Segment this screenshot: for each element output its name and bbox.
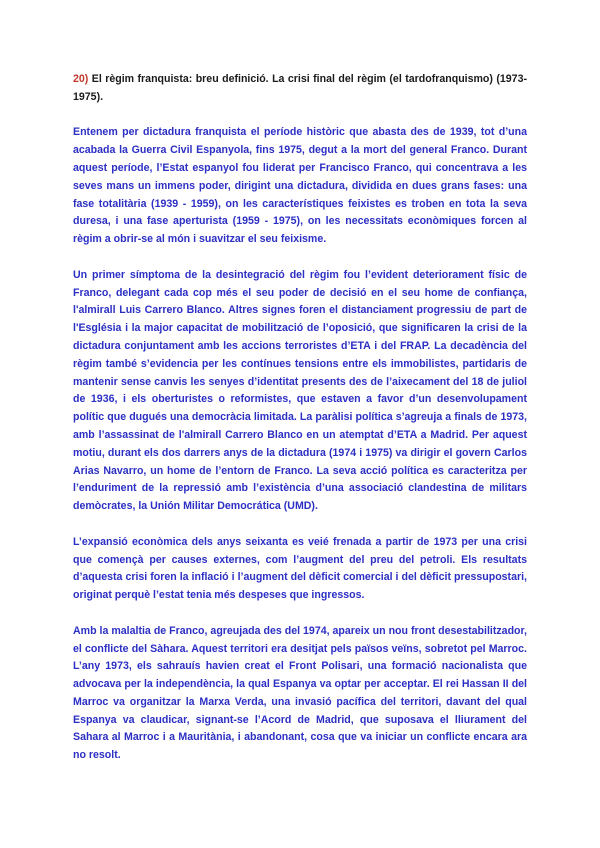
paragraph-economic-crisis: L’expansió econòmica dels anys seixanta es veié frenada a partir de 1973 per una crisi que començà per causes externes, com l’augment del preu del petroli. Els resultats d’aquesta crisi foren la inflació i l’augment del dèficit comercial i del dèficit pressupostari, originat perquè l’estat tenia més despeses que ingressos. <box>73 535 527 602</box>
paragraph-regime-crisis: Un primer símptoma de la desintegració del règim fou l’evident deteriorament físic de Franco, delegant cada cop més el seu poder de decisió en el seu home de confiança, l'almirall Luis Carrero Blanco. Altres signes foren el distanciament progressiu de part de l'Església i la major capacitat de mobilització de l’oposició, que significaren la crisi de la dictadura conjuntament amb les accions terroristes d’ETA i del FRAP. La decadència del règim també s’evidencia per les contínues tensions entre els immobilistes, partidaris de mantenir sense canvis les senyes d’identitat presents des de l’aixecament del 18 de juliol de 1936, i els oberturistes o reformistes, que estaven a favor d’un desenvolupament polític que dugués una democràcia limitada. La paràlisi política s’agreuja a finals de 1973, amb l’assassinat de l'almirall Carrero Blanco en un atemptat d’ETA a Madrid. Per aquest motiu, durant els dos darrers anys de la dictadura (1974 i 1975) va dirigir el govern Carlos Arias Navarro, un home de l’entorn de Franco. La seva acció política es caracteritza per l’enduriment de la repressió amb l’existència d’una associació clandestina de militars demòcrates, la Unión Militar Democrática (UMD). <box>73 268 527 513</box>
section-number: 20) <box>73 73 89 85</box>
paragraph-sahara-conflict: Amb la malaltia de Franco, agreujada des del 1974, apareix un nou front desestabilitzador, el conflicte del Sàhara. Aquest territori era desitjat pels països veïns, sobretot pel Marroc. L’any 1973, els sahrauís havien creat el Front Polisari, una formació nacionalista que advocava per la independència, la qual Espanya va optar per acceptar. El rei Hassan II del Marroc va organitzar la Marxa Verda, una invasió pacífica del territori, davant del qual Espanya va claudicar, signant-se l’Acord de Madrid, que suposava el lliurament del Sahara al Marroc i a Mauritània, i abandonant, cosa que va iniciar un conflicte encara ara no resolt. <box>73 624 527 762</box>
section-heading <box>73 71 527 107</box>
document-content <box>73 71 527 783</box>
section-title: El règim franquista: breu definició. La crisi final del règim (el tardofranquismo) (1973-1975). <box>73 73 527 103</box>
paragraph-definition: Entenem per dictadura franquista el període històric que abasta des de 1939, tot d’una acabada la Guerra Civil Espanyola, fins 1975, degut a la mort del general Franco. Durant aquest període, l’Estat espanyol fou liderat per Francisco Franco, qui concentrava a les seves mans un immens poder, dirigint una dictadura, dividida en dues grans fases: una fase totalitària (1939 - 1959), on les característiques feixistes es troben en tota la seva duresa, i una fase aperturista (1959 - 1975), on les necessitats econòmiques forcen al règim a obrir-se al món i suavitzar el seu feixisme. <box>73 126 527 246</box>
